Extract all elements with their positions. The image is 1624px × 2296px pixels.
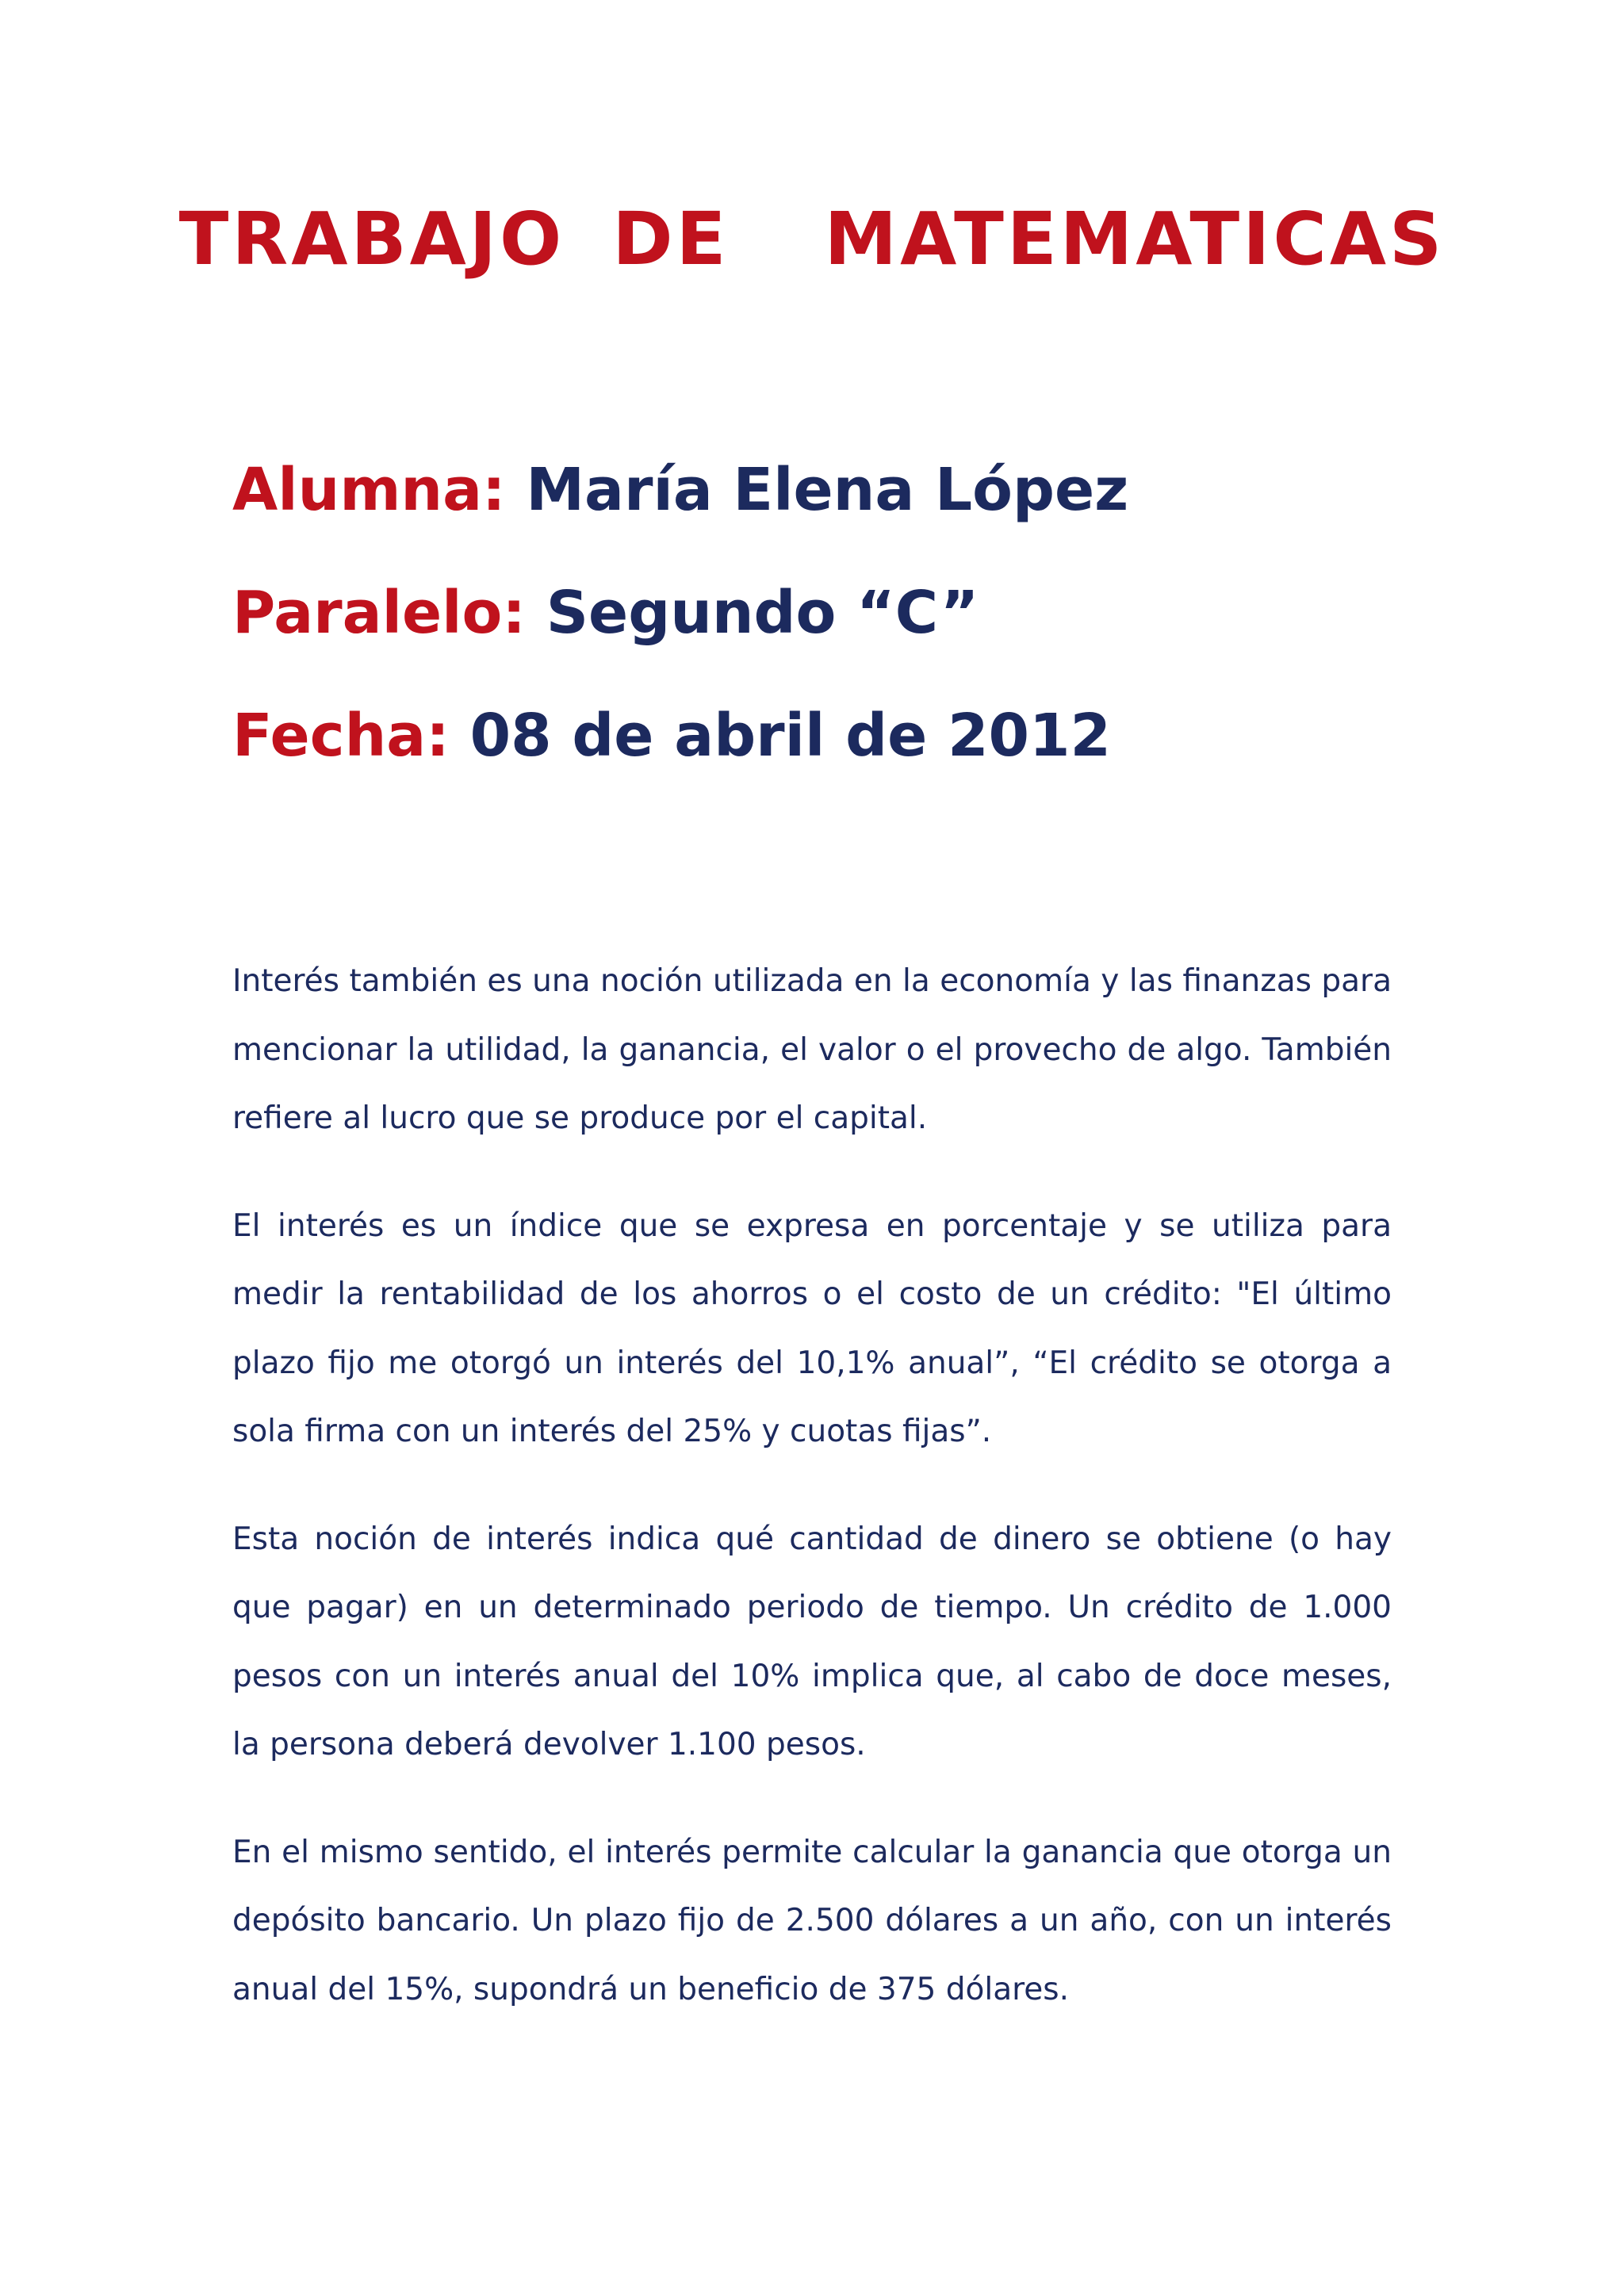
paralelo-label: Paralelo: xyxy=(232,579,526,647)
body-text xyxy=(232,947,1392,2063)
alumna-value: María Elena López xyxy=(526,456,1129,524)
paralelo-field xyxy=(232,579,979,647)
paragraph-3: Esta noción de interés indica qué cantidad de dinero se obtiene (o hay que pagar) en un determinado periodo de tiempo. Un crédito de 1.000 pesos con un interés anual del 10% implica que, al cabo de doce meses, la persona deberá devolver 1.100 pesos. xyxy=(232,1521,1392,1762)
paragraph-4: En el mismo sentido, el interés permite calcular la ganancia que otorga un depósito bancario. Un plazo fijo de 2.500 dólares a un año, con un interés anual del 15%, supondrá un beneficio de 375 dólares. xyxy=(232,1834,1392,2007)
alumna-field xyxy=(232,456,1128,524)
document-title: TRABAJO DE MATEMATICAS xyxy=(178,197,1446,281)
fecha-field xyxy=(232,702,1111,770)
alumna-label: Alumna: xyxy=(232,456,506,524)
fecha-value: 08 de abril de 2012 xyxy=(469,702,1112,770)
paragraph-1: Interés también es una noción utilizada en la economía y las finanzas para mencionar la utilidad, la ganancia, el valor o el provecho de algo. También refiere al lucro que se produce por el capital. xyxy=(232,963,1392,1136)
paragraph-2: El interés es un índice que se expresa en porcentaje y se utiliza para medir la rentabilidad de los ahorros o el costo de un crédito: "El último plazo fijo me otorgó un interés del 10,1% anual”, “El crédito se otorga a sola firma con un interés del 25% y cuotas fijas”. xyxy=(232,1207,1392,1449)
fecha-label: Fecha: xyxy=(232,702,450,770)
paralelo-value: Segundo “C” xyxy=(546,579,979,647)
